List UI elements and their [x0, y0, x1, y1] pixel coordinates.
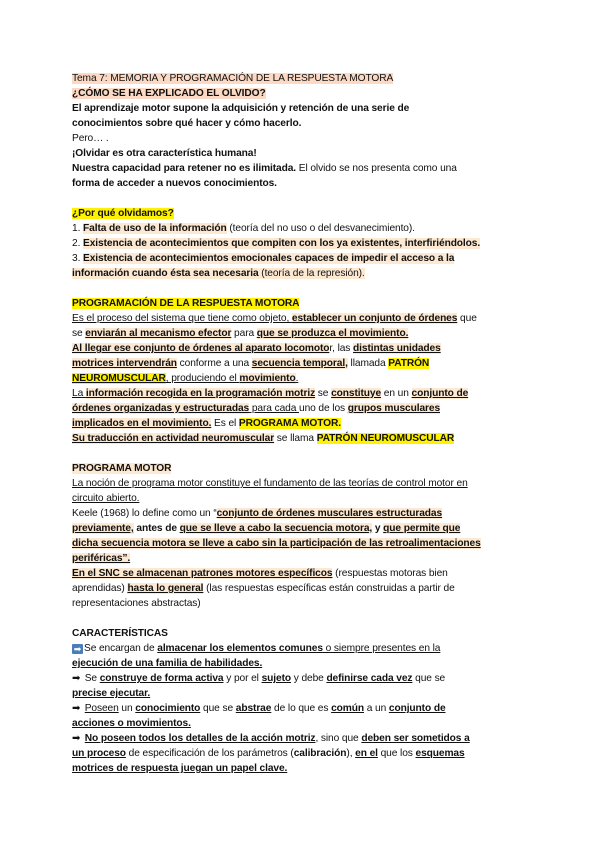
- porque-item-3: [72, 251, 532, 281]
- caract-item-4: [72, 731, 532, 776]
- porque-i1-rest: (teoría del no uso o del desvanecimiento).: [226, 223, 415, 234]
- caract-c4f: de especificación de los parámetros (: [125, 748, 294, 759]
- prog-l6e: en un: [381, 388, 412, 399]
- prog-line-5: [72, 371, 532, 386]
- prog-l9b: se llama: [274, 433, 317, 444]
- caract-c3f: abstrae: [235, 703, 272, 714]
- programa-l3a: Keele (1968) lo define como un “: [72, 508, 217, 519]
- caract-c4i: en el: [355, 748, 378, 759]
- prog-line-3: [72, 341, 532, 356]
- olvido-paragraph-1: [72, 101, 532, 131]
- caract-c2h: precise ejecutar.: [72, 688, 151, 699]
- prog-l8a: implicados en el movimiento.: [72, 418, 212, 429]
- programa-l7a: En el SNC se almacenan patrones motores específicos: [72, 568, 333, 579]
- caract-c2c: y por el: [223, 673, 262, 684]
- programa-l5: dicha secuencia motora se lleve a cabo sin la participación de las retroalimentaciones: [72, 538, 481, 549]
- prog-l6b: información recogida en la programación motriz: [85, 388, 316, 399]
- caract-c1c: o siempre presentes en la: [322, 643, 441, 654]
- porque-heading-text: ¿Por qué olvidamos?: [72, 208, 174, 219]
- prog-l4c: secuencia temporal,: [251, 358, 348, 369]
- olvido-heading: [72, 86, 532, 101]
- prog-l6f: conjunto de: [411, 388, 469, 399]
- programa-line-1: [72, 476, 532, 491]
- caract-heading: [72, 626, 532, 641]
- programa-l4d: y: [372, 523, 384, 534]
- caract-c4h: ),: [346, 748, 356, 759]
- prog-line-8: [72, 416, 532, 431]
- item-number: 3.: [72, 253, 84, 264]
- programa-l7b: (respuestas motoras bien: [332, 568, 448, 579]
- caract-c3c: un: [118, 703, 136, 714]
- prog-l5a: NEUROMUSCULAR: [72, 373, 166, 384]
- porque-i2-bold: Existencia de acontecimientos que compiten con los ya existentes, interfiriéndolos.: [83, 238, 481, 249]
- caract-item-1: [72, 641, 532, 671]
- caract-c3d: conocimiento: [135, 703, 201, 714]
- programa-l8b: hasta lo general: [127, 583, 204, 594]
- prog-line-2: [72, 326, 532, 341]
- programa-l2: circuito abierto.: [72, 493, 140, 504]
- olvido-p4b: El olvido se nos presenta como una: [296, 163, 457, 174]
- prog-l3c: distintas unidades: [353, 343, 441, 354]
- caract-c2f: definirse cada vez: [326, 673, 413, 684]
- programa-line-3: [72, 506, 532, 521]
- right-arrow-icon: ➡: [72, 733, 81, 744]
- prog-l4b: conforme a una: [176, 358, 252, 369]
- caract-c4j: que los: [377, 748, 416, 759]
- programa-line-4: [72, 521, 532, 536]
- prog-l8b: Es el: [211, 418, 239, 429]
- caract-item-3: [72, 701, 532, 731]
- porque-item-2: [72, 236, 532, 251]
- caract-c1a: Se encargan de: [84, 643, 158, 654]
- programa-l6: periféricas”.: [72, 553, 131, 564]
- programa-l9: representaciones abstractas): [72, 598, 201, 609]
- olvido-pero: Pero… .: [72, 133, 109, 144]
- caract-c4c: , sino que: [315, 733, 362, 744]
- prog-l5d: .: [295, 373, 299, 384]
- prog-l6c: se: [315, 388, 332, 399]
- caract-c3b: Poseen: [84, 703, 119, 714]
- porque-i3-bold-1: Existencia de acontecimientos emocionales capaces de impedir el acceso a la: [83, 253, 455, 264]
- caract-c4g: calibración: [293, 748, 347, 759]
- prog-l5c: movimiento: [239, 373, 296, 384]
- right-arrow-icon: ➡: [73, 644, 82, 654]
- prog-l9a: Su traducción en actividad neuromuscular: [72, 433, 275, 444]
- prog-l2a: se: [72, 328, 86, 339]
- caract-c3i: a un: [364, 703, 389, 714]
- item-number: 2.: [72, 238, 84, 249]
- olvido-heading-text: ¿CÓMO SE HA EXPLICADO EL OLVIDO?: [72, 88, 266, 99]
- prog-line-7: [72, 401, 532, 416]
- porque-i3-bold-2: información cuando ésta sea necesaria: [72, 268, 259, 279]
- programa-l4c: que se lleve a cabo la secuencia motora,: [179, 523, 373, 534]
- programa-l4e: que permite que: [383, 523, 461, 534]
- programa-l1: La noción de programa motor constituye el fundamento de las teorías de control motor en: [72, 478, 468, 489]
- programa-line-9: [72, 596, 532, 611]
- programa-l3b: conjunto de órdenes musculares estructuradas: [216, 508, 443, 519]
- prog-l1b: establecer un conjunto de órdenes: [291, 313, 458, 324]
- prog-line-9: [72, 431, 532, 446]
- right-arrow-icon: ➡: [72, 703, 81, 714]
- caract-c2b: construye de forma activa: [99, 673, 224, 684]
- prog-l2c: para: [231, 328, 257, 339]
- prog-l9c: PATRÓN NEUROMUSCULAR: [316, 433, 455, 444]
- prog-l1c: que: [457, 313, 477, 324]
- programa-heading: [72, 461, 532, 476]
- porque-heading: [72, 206, 532, 221]
- prog-l6d: constituye: [331, 388, 382, 399]
- caract-c1d: ejecución de una familia de habilidades.: [72, 658, 263, 669]
- prog-l4a: motrices intervendrán: [72, 358, 177, 369]
- prog-l5b: , produciendo el: [165, 373, 240, 384]
- prog-heading-text: PROGRAMACIÓN DE LA RESPUESTA MOTORA: [72, 298, 300, 309]
- caract-c3h: común: [331, 703, 364, 714]
- caract-item-2: [72, 671, 532, 701]
- prog-l2b: enviarán al mecanismo efector: [85, 328, 232, 339]
- prog-line-4: [72, 356, 532, 371]
- caract-c3j: conjunto de: [388, 703, 446, 714]
- caract-heading-text: CARACTERÍSTICAS: [72, 628, 168, 639]
- caract-c3g: de lo que es: [271, 703, 332, 714]
- page-title: [72, 71, 532, 86]
- olvido-p3: ¡Olvidar es otra característica humana!: [72, 148, 257, 159]
- caract-c3e: que se: [200, 703, 236, 714]
- prog-l4e: PATRÓN: [388, 358, 430, 369]
- porque-item-1: [72, 221, 532, 236]
- porque-i3-rest: (teoría de la represión).: [258, 268, 365, 279]
- olvido-p4-line2: forma de acceder a nuevos conocimientos.: [72, 178, 277, 189]
- programa-line-2: [72, 491, 532, 506]
- prog-line-1: [72, 311, 532, 326]
- prog-l8c: PROGRAMA MOTOR.: [238, 418, 341, 429]
- olvido-paragraph-4: [72, 161, 532, 191]
- caract-c1b: almacenar los elementos comunes: [157, 643, 323, 654]
- prog-l1a: Es el proceso del sistema que tiene como objeto,: [72, 313, 292, 324]
- caract-c2g: que se: [412, 673, 446, 684]
- caract-c2e: y debe: [290, 673, 327, 684]
- title-text: Tema 7: MEMORIA Y PROGRAMACIÓN DE LA RESPUESTA MOTORA: [72, 73, 394, 84]
- caract-c2d: sujeto: [261, 673, 291, 684]
- programa-line-8: [72, 581, 532, 596]
- prog-l2d: que se produzca el movimiento.: [256, 328, 409, 339]
- prog-l3b: r, las: [329, 343, 354, 354]
- olvido-p4a: Nuestra capacidad para retener no es ilimitada.: [72, 163, 297, 174]
- programa-l4b: antes de: [133, 523, 180, 534]
- prog-l4d: llamada: [347, 358, 389, 369]
- caract-c4d: deben ser sometidos a: [361, 733, 470, 744]
- programa-line-7: [72, 566, 532, 581]
- prog-l7d: grupos musculares: [347, 403, 441, 414]
- prog-l3a: Al llegar ese conjunto de órdenes al aparato locomoto: [72, 343, 330, 354]
- caract-c2a: Se: [82, 673, 100, 684]
- prog-l7b: para cada: [249, 403, 299, 414]
- prog-l6a: La: [72, 388, 86, 399]
- caract-c4b: No poseen todos los detalles de la acción motriz: [84, 733, 316, 744]
- olvido-p1-line2: conocimientos sobre qué hacer y cómo hacerlo.: [72, 118, 302, 129]
- prog-line-6: [72, 386, 532, 401]
- programa-line-6: [72, 551, 532, 566]
- prog-heading: [72, 296, 532, 311]
- olvido-paragraph-3: [72, 146, 532, 161]
- caract-c4e: un proceso: [72, 748, 126, 759]
- programa-l8a: aprendidas): [72, 583, 128, 594]
- caract-c3k: acciones o movimientos.: [72, 718, 191, 729]
- programa-line-5: [72, 536, 532, 551]
- item-number: 1.: [72, 223, 84, 234]
- caract-c4k: esquemas: [415, 748, 465, 759]
- prog-l7a: órdenes organizadas y estructuradas: [72, 403, 250, 414]
- right-arrow-icon: ➡: [72, 673, 81, 684]
- porque-i1-bold: Falta de uso de la información: [83, 223, 227, 234]
- prog-l7c: uno de los: [299, 403, 348, 414]
- document-content: [72, 71, 532, 776]
- caract-c4l: motrices de respuesta juegan un papel clave.: [72, 763, 288, 774]
- olvido-p1-line1: El aprendizaje motor supone la adquisición y retención de una serie de: [72, 103, 410, 114]
- programa-l4a: previamente,: [72, 523, 134, 534]
- programa-l8c: (las respuestas específicas están construidas a partir de: [203, 583, 455, 594]
- programa-heading-text: PROGRAMA MOTOR: [72, 463, 172, 474]
